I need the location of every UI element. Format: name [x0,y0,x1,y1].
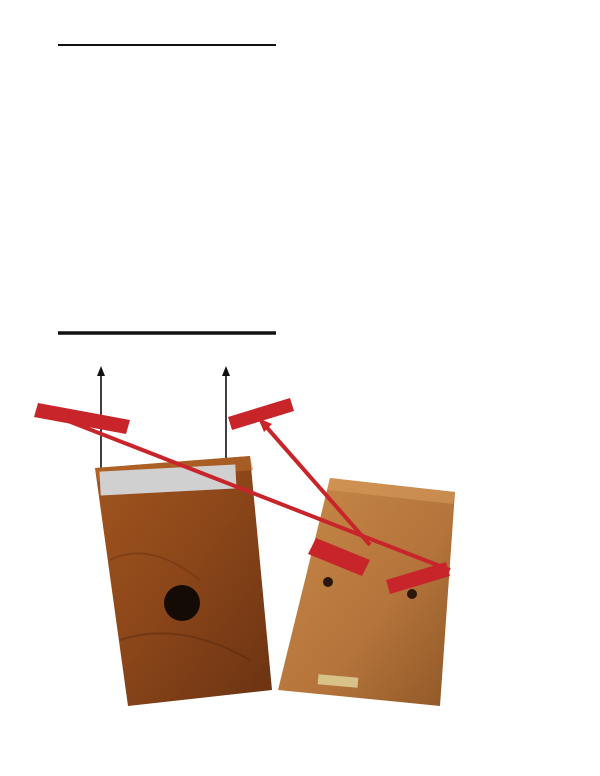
sound-hole-small-2 [407,589,417,599]
sound-hole-large [164,585,200,621]
sound-hole-small-1 [323,577,333,587]
large-kalimba-photo [95,456,272,706]
